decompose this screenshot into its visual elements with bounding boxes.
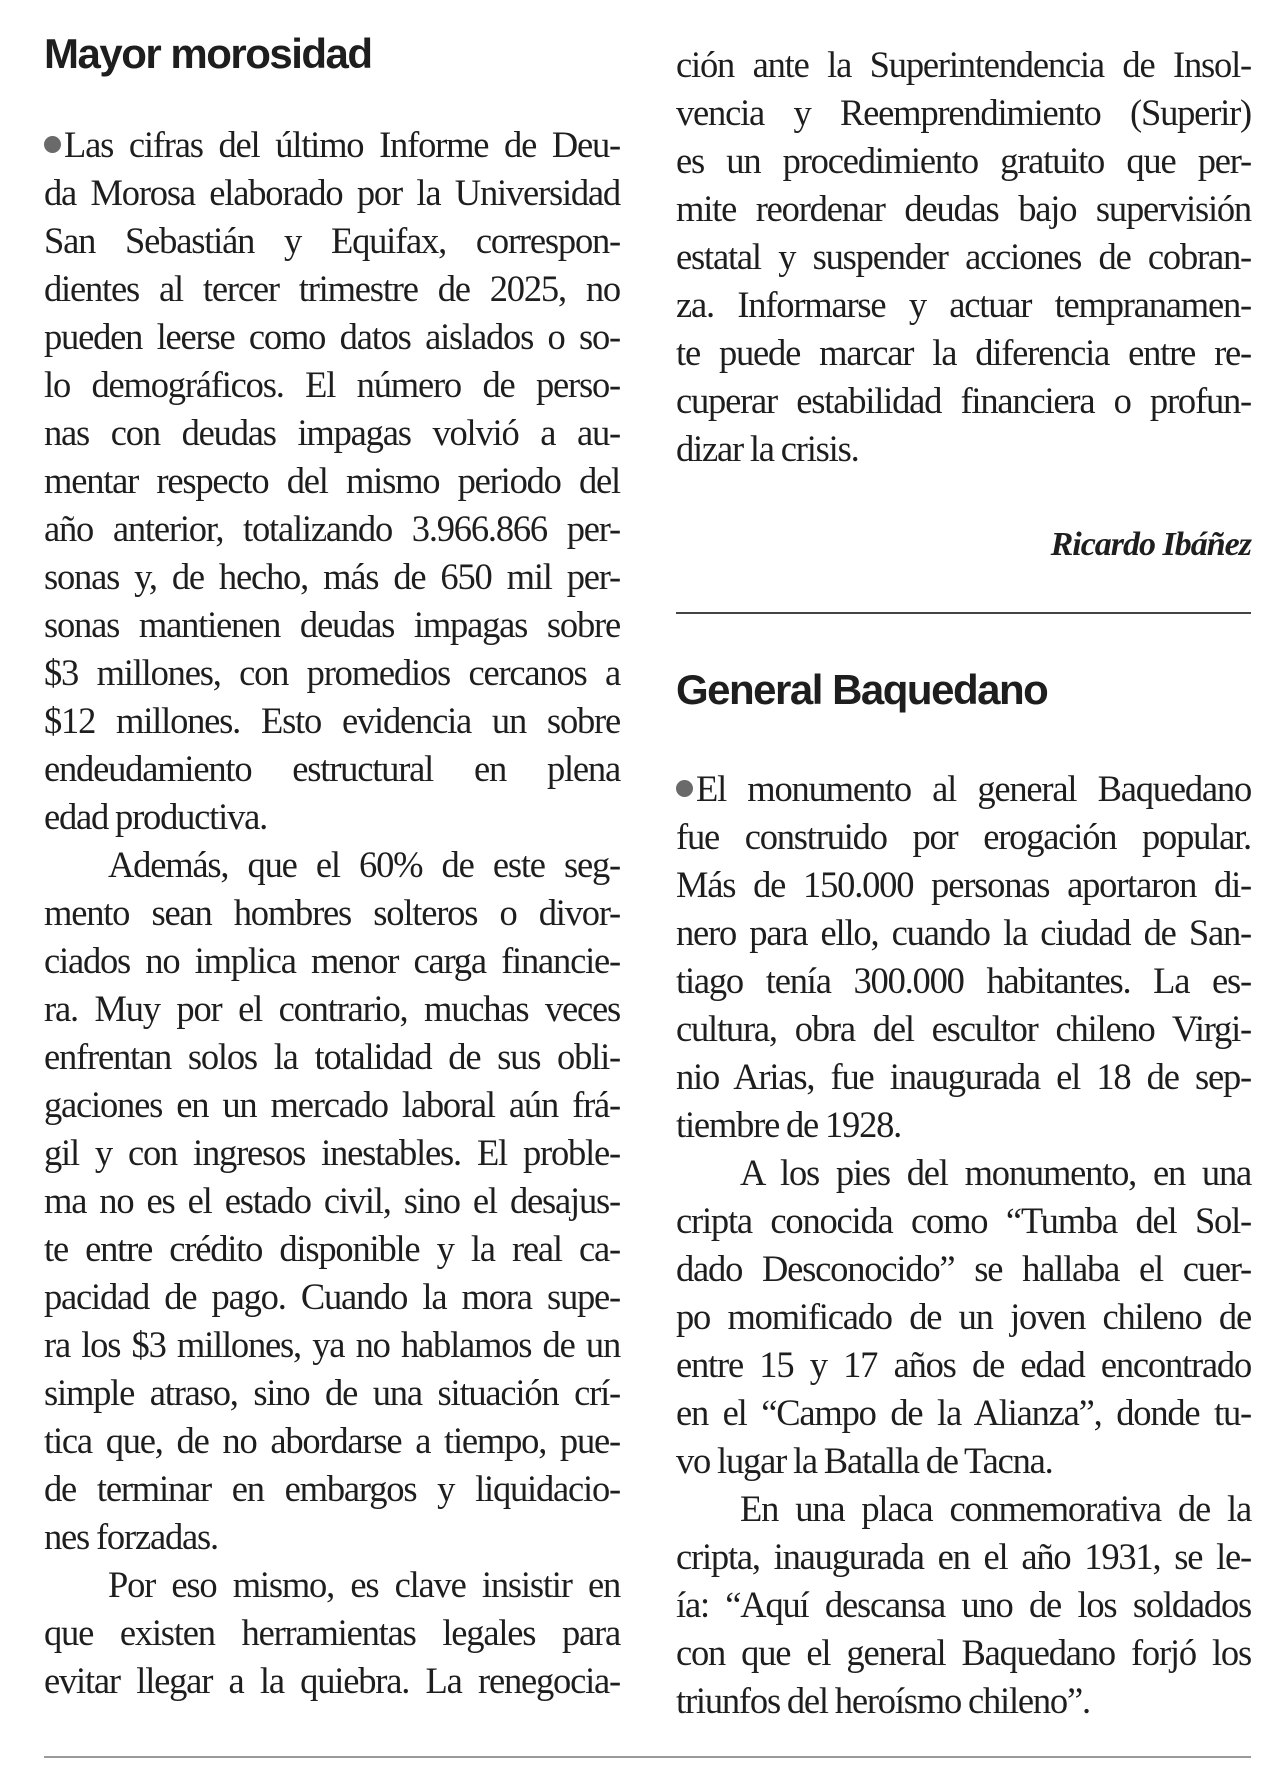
text-line: enfrentan solos la totalidad de sus obli-: [44, 1036, 620, 1077]
text-line: A los pies del monumento, en una: [740, 1152, 1251, 1193]
section-divider: [676, 612, 1251, 614]
bottom-divider: [44, 1756, 1251, 1758]
text-line: tica que, de no abordarse a tiempo, pue-: [44, 1420, 620, 1461]
text-line: pueden leerse como datos aislados o so-: [44, 316, 620, 357]
text-line: gil y con ingresos inestables. El proble-: [44, 1132, 620, 1173]
text-line: Las cifras del último Informe de Deu-: [44, 121, 620, 169]
text-line: año anterior, totalizando 3.966.866 per-: [44, 508, 620, 549]
text-line: ciados no implica menor carga financie-: [44, 940, 620, 981]
text-line: nas con deudas impagas volvió a au-: [44, 412, 620, 453]
article1-paragraph-1: [44, 121, 620, 841]
author-byline: Ricardo Ibáñez: [1050, 526, 1251, 563]
text-line: mento sean hombres solteros o divor-: [44, 892, 620, 933]
text-line: simple atraso, sino de una situación crí-: [44, 1372, 620, 1413]
text-line: za. Informarse y actuar tempranamen-: [676, 284, 1251, 325]
text-line: te entre crédito disponible y la real ca-: [44, 1228, 620, 1269]
article1-paragraph-3: [44, 1561, 620, 1705]
text-line: ma no es el estado civil, sino el desajus-: [44, 1180, 620, 1221]
text-line: El monumento al general Baquedano: [676, 765, 1251, 813]
text-line: cripta, inaugurada en el año 1931, se le-: [676, 1536, 1251, 1577]
text-line: sonas y, de hecho, más de 650 mil per-: [44, 556, 620, 597]
text-line: triunfos del heroísmo chileno”.: [676, 1680, 1090, 1721]
text-line: po momificado de un joven chileno de: [676, 1296, 1251, 1337]
text-line: de terminar en embargos y liquidacio-: [44, 1468, 620, 1509]
article1-paragraph-2: [44, 841, 620, 1561]
text-line: edad productiva.: [44, 796, 268, 837]
text-line: Más de 150.000 personas aportaron di-: [676, 864, 1251, 905]
text-line: cuperar estabilidad financiera o profun-: [676, 380, 1251, 421]
text-line: estatal y suspender acciones de cobran-: [676, 236, 1251, 277]
text-line: entre 15 y 17 años de edad encontrado: [676, 1344, 1251, 1385]
text-line: tiembre de 1928.: [676, 1104, 902, 1145]
text-line: nero para ello, cuando la ciudad de San-: [676, 912, 1251, 953]
text-line: ción ante la Superintendencia de Insol-: [676, 44, 1251, 85]
text-line: ía: “Aquí descansa uno de los soldados: [676, 1584, 1251, 1625]
article2-paragraph-3: [676, 1485, 1251, 1725]
text-line: nes forzadas.: [44, 1516, 218, 1557]
text-line: $3 millones, con promedios cercanos a: [44, 652, 620, 693]
text-line: que existen herramientas legales para: [44, 1612, 620, 1653]
text-line: ra. Muy por el contrario, muchas veces: [44, 988, 620, 1029]
article1-continuation: [676, 41, 1251, 473]
article2-paragraph-1: [676, 765, 1251, 1149]
headline-general-baquedano: General Baquedano: [676, 666, 1048, 713]
text-line: dientes al tercer trimestre de 2025, no: [44, 268, 620, 309]
text-line: Además, que el 60% de este seg-: [108, 844, 620, 885]
text-line: mentar respecto del mismo periodo del: [44, 460, 620, 501]
text-line: te puede marcar la diferencia entre re-: [676, 332, 1251, 373]
text-line: San Sebastián y Equifax, correspon-: [44, 220, 620, 261]
text-line: mite reordenar deudas bajo supervisión: [676, 188, 1251, 229]
text-line: lo demográficos. El número de perso-: [44, 364, 620, 405]
text-line: vencia y Reemprendimiento (Superir): [676, 92, 1251, 133]
text-line: en el “Campo de la Alianza”, donde tu-: [676, 1392, 1251, 1433]
text-line: ra los $3 millones, ya no hablamos de un: [44, 1324, 620, 1365]
text-line: es un procedimiento gratuito que per-: [676, 140, 1251, 181]
text-line: con que el general Baquedano forjó los: [676, 1632, 1251, 1673]
article2-paragraph-2: [676, 1149, 1251, 1485]
text-line: nio Arias, fue inaugurada el 18 de sep-: [676, 1056, 1251, 1097]
text-line: da Morosa elaborado por la Universidad: [44, 172, 620, 213]
text-line: Por eso mismo, es clave insistir en: [108, 1564, 620, 1605]
text-line: pacidad de pago. Cuando la mora supe-: [44, 1276, 620, 1317]
text-line: dizar la crisis.: [676, 428, 859, 469]
bullet-icon: [44, 136, 61, 153]
text-line: $12 millones. Esto evidencia un sobre: [44, 700, 620, 741]
text-line: vo lugar la Batalla de Tacna.: [676, 1440, 1053, 1481]
text-line: En una placa conmemorativa de la: [740, 1488, 1251, 1529]
text-line: sonas mantienen deudas impagas sobre: [44, 604, 620, 645]
text-line: cripta conocida como “Tumba del Sol-: [676, 1200, 1251, 1241]
text-line: fue construido por erogación popular.: [676, 816, 1251, 857]
text-line: dado Desconocido” se hallaba el cuer-: [676, 1248, 1251, 1289]
bullet-icon: [676, 780, 693, 797]
text-line: evitar llegar a la quiebra. La renegocia-: [44, 1660, 620, 1701]
text-line: tiago tenía 300.000 habitantes. La es-: [676, 960, 1251, 1001]
text-line: cultura, obra del escultor chileno Virgi-: [676, 1008, 1251, 1049]
headline-mayor-morosidad: Mayor morosidad: [44, 30, 372, 77]
text-line: endeudamiento estructural en plena: [44, 748, 620, 789]
text-line: gaciones en un mercado laboral aún frá-: [44, 1084, 620, 1125]
